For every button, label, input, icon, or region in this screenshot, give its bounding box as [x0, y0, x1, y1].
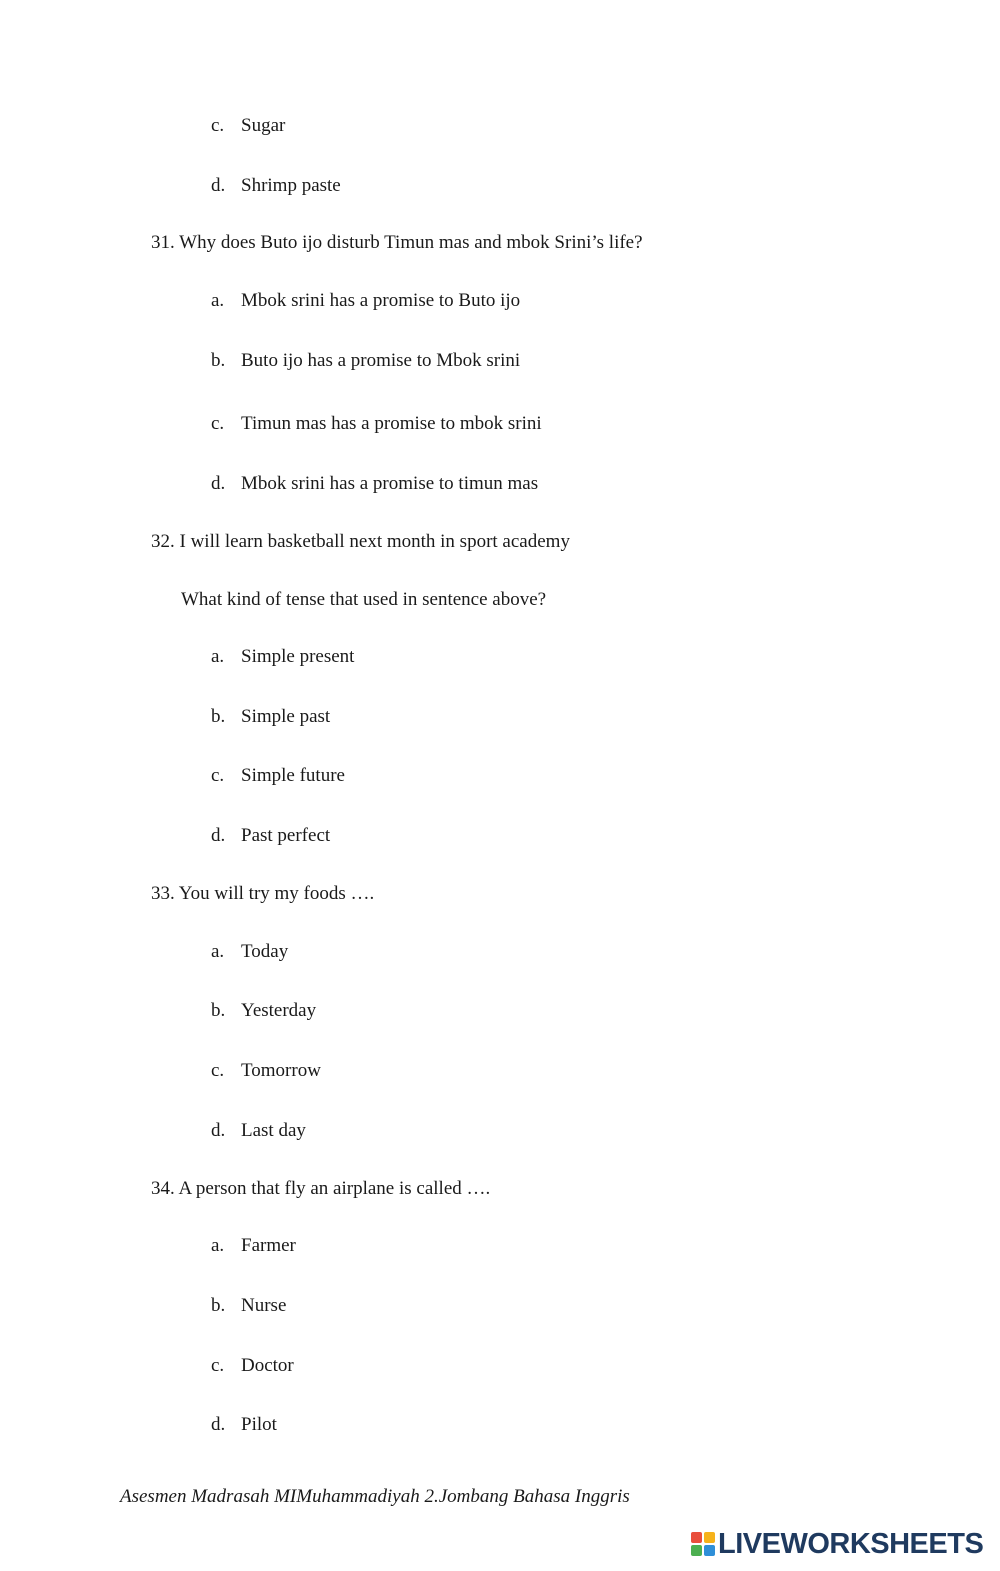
option-row: [211, 1235, 911, 1257]
option-row: [211, 941, 911, 963]
question-33: 33. You will try my foods ….: [151, 883, 375, 904]
option-letter: a.: [211, 941, 225, 962]
option-text: Tomorrow: [241, 1060, 321, 1081]
option-text: Past perfect: [241, 825, 331, 846]
option-row: [211, 175, 911, 197]
question-32-continuation: What kind of tense that used in sentence above?: [181, 589, 547, 610]
option-row: [211, 1060, 911, 1082]
option-row: [211, 646, 911, 668]
option-letter: d.: [211, 825, 226, 846]
option-text: Yesterday: [241, 1000, 317, 1021]
option-row: [211, 765, 911, 787]
option-row: [211, 290, 911, 312]
option-row: [211, 1355, 911, 1377]
option-text: Doctor: [241, 1355, 294, 1376]
page-footer: Asesmen Madrasah MIMuhammadiyah 2.Jombang Bahasa Inggris: [120, 1486, 630, 1507]
option-letter: c.: [211, 1355, 225, 1376]
option-text: Simple future: [241, 765, 345, 786]
option-text: Simple present: [241, 646, 355, 667]
option-letter: a.: [211, 1235, 225, 1256]
option-row: [211, 706, 911, 728]
question-32: 32. I will learn basketball next month in sport academy: [151, 531, 570, 552]
option-letter: b.: [211, 350, 226, 371]
option-row: [211, 350, 911, 372]
option-row: [211, 413, 911, 435]
option-text: Timun mas has a promise to mbok srini: [241, 413, 542, 434]
option-row: [211, 1000, 911, 1022]
option-letter: d.: [211, 1414, 226, 1435]
option-letter: c.: [211, 1060, 225, 1081]
option-letter: d.: [211, 175, 226, 196]
option-letter: c.: [211, 765, 225, 786]
liveworksheets-wordmark: LIVEWORKSHEETS: [718, 1527, 984, 1560]
option-text: Shrimp paste: [241, 175, 341, 196]
question-31: 31. Why does Buto ijo disturb Timun mas and mbok Srini’s life?: [151, 232, 643, 253]
option-text: Simple past: [241, 706, 331, 727]
option-text: Today: [241, 941, 289, 962]
option-letter: d.: [211, 473, 226, 494]
liveworksheets-brand[interactable]: [690, 1528, 983, 1560]
option-text: Farmer: [241, 1235, 296, 1256]
option-letter: a.: [211, 646, 225, 667]
question-34: 34. A person that fly an airplane is called ….: [151, 1178, 491, 1199]
option-text: Mbok srini has a promise to Buto ijo: [241, 290, 521, 311]
option-row: [211, 473, 911, 495]
option-text: Sugar: [241, 115, 286, 136]
option-letter: d.: [211, 1120, 226, 1141]
option-row: [211, 1414, 911, 1436]
option-text: Last day: [241, 1120, 306, 1141]
option-text: Nurse: [241, 1295, 287, 1316]
option-text: Mbok srini has a promise to timun mas: [241, 473, 539, 494]
option-letter: c.: [211, 115, 225, 136]
option-text: Pilot: [241, 1414, 277, 1435]
option-row: [211, 1120, 911, 1142]
option-row: [211, 825, 911, 847]
liveworksheets-logo-icon: [690, 1531, 716, 1557]
option-text: Buto ijo has a promise to Mbok srini: [241, 350, 521, 371]
option-row: [211, 115, 911, 137]
option-letter: b.: [211, 1000, 226, 1021]
option-row: [211, 1295, 911, 1317]
option-letter: b.: [211, 706, 226, 727]
option-letter: a.: [211, 290, 225, 311]
option-letter: c.: [211, 413, 225, 434]
option-letter: b.: [211, 1295, 226, 1316]
